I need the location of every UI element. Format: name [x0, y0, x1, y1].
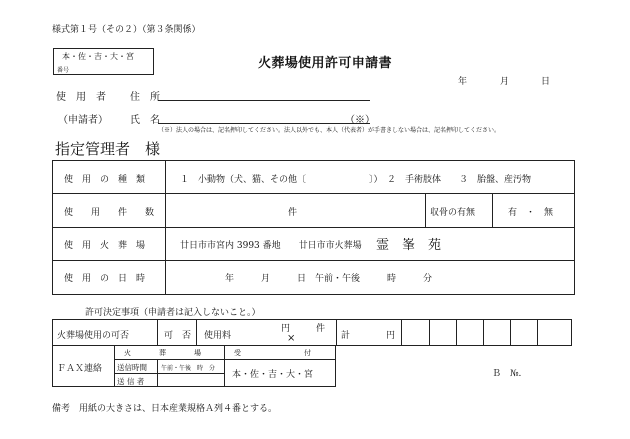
approval-options[interactable]: 可 否: [164, 331, 192, 341]
permit-label: 火葬場使用の可否: [57, 331, 130, 341]
form-number: 様式第１号（その２）（第３条関係）: [52, 25, 201, 35]
fax-reception-header: 受 付: [234, 349, 311, 357]
sent-time-value[interactable]: 午前・午後 時 分: [161, 365, 216, 372]
fax-label: ＦＡＸ連絡: [57, 364, 103, 374]
bone-collection-label: 収骨の有無: [430, 208, 476, 218]
sender-label: 送 信 者: [117, 377, 145, 386]
fee-count-unit: 件: [316, 324, 326, 334]
date-year: 年: [458, 77, 468, 87]
sent-time-label: 送信時間: [117, 363, 147, 372]
date-month: 月: [500, 77, 510, 87]
seal-note: （※）法人の場合は、記名押印してください。法人以外でも、本人（代表者）が手書きしない場合は、記名押印してください。: [158, 127, 501, 134]
name-label: 氏 名: [130, 115, 160, 126]
address-label: 住 所: [130, 92, 160, 103]
usage-type-options[interactable]: １ 小動物（犬、猫、その他〔 〕） ２ 手術肢体 ３ 胎盤、産汚物: [180, 175, 532, 185]
usage-count-label: 使 用 件 数: [64, 208, 155, 218]
reception-offices[interactable]: 本・佐・吉・大・宮: [232, 370, 314, 380]
usage-type-label: 使 用 の 種 類: [64, 175, 146, 185]
number-label: 番号: [57, 67, 70, 74]
remark: 備考 用紙の大きさは、日本産業規格Ａ列４番とする。: [52, 404, 278, 414]
address-line[interactable]: [158, 100, 370, 101]
name-line[interactable]: [158, 123, 370, 124]
b-number-label: Ｂ №.: [492, 369, 522, 379]
applicant-label: （申請者）: [58, 115, 108, 126]
fee-yen-unit: 円: [281, 324, 291, 334]
permit-heading: 許可決定事項（申請者は記入しないこと。）: [85, 308, 261, 318]
crematorium-label: 使 用 火 葬 場: [64, 241, 146, 251]
user-label: 使 用 者: [56, 92, 106, 103]
total-yen-unit: 円: [386, 331, 396, 341]
seal-mark: （※）: [345, 115, 375, 126]
date-day: 日: [541, 77, 551, 87]
total-label: 計: [341, 331, 351, 341]
bone-collection-options[interactable]: 有 ・ 無: [508, 208, 554, 218]
usage-datetime-label: 使 用 の 日 時: [64, 274, 146, 284]
crematorium-address: 廿日市市宮内 3993 番地 廿日市市火葬場: [180, 241, 362, 251]
office-list: 本・佐・吉・大・宮: [62, 52, 134, 61]
facility-name: 霊 峯 苑: [376, 238, 442, 253]
addressee: 指定管理者 様: [55, 140, 161, 158]
permit-table: [52, 319, 572, 346]
usage-datetime-fields[interactable]: 年 月 日 午前・午後 時 分: [225, 274, 433, 284]
page-title: 火葬場使用許可申請書: [258, 56, 392, 71]
fee-label: 使用料: [204, 331, 232, 341]
multiply-sign: ×: [287, 333, 296, 344]
usage-count-unit[interactable]: 件: [288, 208, 298, 218]
fax-crematorium-header: 火 葬 場: [124, 349, 201, 357]
office-stamp-box: [53, 48, 154, 75]
